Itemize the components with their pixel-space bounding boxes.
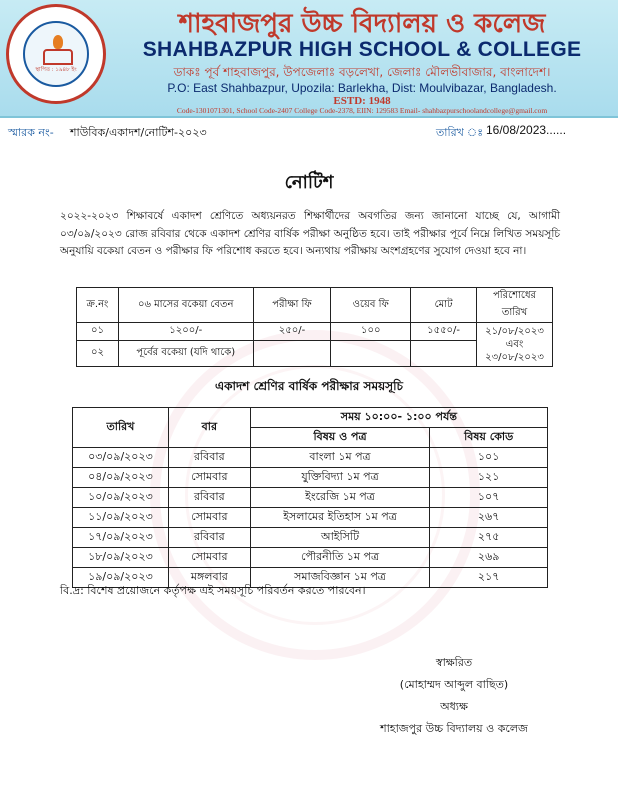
exam-subject: আইসিটি	[250, 528, 430, 548]
fee-header-exam-fee: পরীক্ষা ফি	[253, 288, 331, 323]
reference-line	[8, 124, 610, 142]
exam-date: ১০/০৯/২০২৩	[73, 488, 169, 508]
exam-subject-code: ১০৭	[430, 488, 548, 508]
table-row	[73, 468, 548, 488]
exam-date: ১১/০৯/২০২৩	[73, 508, 169, 528]
fee-serial: ০১	[77, 323, 119, 341]
exam-subject-code: ১২১	[430, 468, 548, 488]
table-row	[73, 508, 548, 528]
letterhead	[0, 0, 618, 118]
signed-label: স্বাক্ষরিত	[435, 656, 473, 669]
notice-date: 16/08/2023......	[486, 123, 567, 137]
schedule-header-code: বিষয় কোড	[430, 428, 548, 448]
established-year: ESTD: 1948	[333, 95, 391, 107]
fee-empty-cell	[411, 341, 477, 367]
schedule-header-day: বার	[168, 408, 250, 448]
exam-subject: পৌরনীতি ১ম পত্র	[250, 548, 430, 568]
exam-day: মঙ্গলবার	[168, 568, 250, 588]
exam-date: ১৯/০৯/২০২৩	[73, 568, 169, 588]
exam-subject-code: ২৬৯	[430, 548, 548, 568]
fee-previous-due: পূর্বের বকেয়া (যদি থাকে)	[118, 341, 253, 367]
exam-day: সোমবার	[168, 508, 250, 528]
fee-header-payment-date: পরিশোধের তারিখ	[477, 288, 553, 323]
exam-subject: ইসলামের ইতিহাস ১ম পত্র	[250, 508, 430, 528]
payment-date-and: এবং	[505, 339, 524, 350]
school-name-english: SHAHBAZPUR HIGH SCHOOL & COLLEGE	[142, 38, 582, 61]
signatory-institution: শাহাজপুর উচ্চ বিদ্যালয় ও কলেজ	[380, 722, 528, 735]
schedule-note: বি.দ্র: বিশেষ প্রয়োজনে কর্তৃপক্ষ এই সময়সূচি পরিবর্তন করতে পারবেন।	[60, 584, 366, 597]
fee-table-row	[77, 323, 553, 341]
schedule-header-row	[73, 408, 548, 428]
table-row	[73, 488, 548, 508]
exam-subject: যুক্তিবিদ্যা ১ম পত্র	[250, 468, 430, 488]
fee-web-fee: ১০০	[331, 323, 411, 341]
exam-day: রবিবার	[168, 448, 250, 468]
schedule-header-date: তারিখ	[73, 408, 169, 448]
signatory-name: (মোহাম্মদ আব্দুল বাছিত)	[399, 678, 509, 691]
fee-header-total: মোট	[411, 288, 477, 323]
fee-empty-cell	[253, 341, 331, 367]
payment-date-first: ২১/০৮/২০২৩	[485, 326, 544, 337]
exam-subject: ইংরেজি ১ম পত্র	[250, 488, 430, 508]
fee-exam-fee: ২৫০/-	[253, 323, 331, 341]
school-logo	[6, 4, 106, 104]
schedule-header-subject: বিষয় ও পত্র	[250, 428, 430, 448]
notice-title: নোটিশ	[284, 172, 334, 193]
fee-header-web-fee: ওয়েব ফি	[331, 288, 411, 323]
fee-table	[76, 287, 553, 367]
fee-header-serial: ক্র.নং	[77, 288, 119, 323]
address-english: P.O: East Shahbazpur, Upozila: Barlekha, Dist: Moulvibazar, Bangladesh.	[167, 81, 557, 95]
fee-due-salary: ১২০০/-	[118, 323, 253, 341]
exam-subject-code: ২১৭	[430, 568, 548, 588]
exam-date: ১৮/০৯/২০২৩	[73, 548, 169, 568]
notice-body: ২০২২-২০২৩ শিক্ষাবর্ষে একাদশ শ্রেণিতে অধ্যয়নরত শিক্ষার্থীদের অবগতির জন্য জানানো যাচ্ছে যে, আগামী ০৩/০৯/২০২৩ রোজ রবিবার থেকে একাদশ শ্রেণির বার্ষিক পরীক্ষা অনুষ্ঠিত হবে। তাই পরীক্ষার পূর্বে নিম্নে লিখিত সময়সূচি অনুযায়ি বকেয়া বেতন ও পরীক্ষার ফি পরিশোধ করতে হবে। অন্যথায় পরীক্ষায় অংশগ্রহণের সুযোগ দেওয়া হবে না।	[60, 210, 560, 257]
table-row	[73, 548, 548, 568]
exam-subject-code: ১০১	[430, 448, 548, 468]
fee-serial: ০২	[77, 341, 119, 367]
exam-date: ০৪/০৯/২০২৩	[73, 468, 169, 488]
exam-subject-code: ২৭৫	[430, 528, 548, 548]
table-row	[73, 448, 548, 468]
address-bengali: ডাকঃ পূর্ব শাহবাজপুর, উপজেলাঃ বড়লেখা, জেলাঃ মৌলভীবাজার, বাংলাদেশ।	[173, 65, 551, 79]
exam-day: সোমবার	[168, 468, 250, 488]
fee-total: ১৫৫০/-	[411, 323, 477, 341]
exam-day: রবিবার	[168, 488, 250, 508]
table-row	[73, 528, 548, 548]
reference-label: স্মারক নং-	[8, 126, 54, 139]
exam-subject-code: ২৬৭	[430, 508, 548, 528]
signature-block	[336, 652, 572, 740]
date-label: তারিখ ঃ	[436, 126, 484, 139]
exam-subject: বাংলা ১ম পত্র	[250, 448, 430, 468]
schedule-table	[72, 407, 548, 588]
fee-empty-cell	[331, 341, 411, 367]
logo-emblem	[23, 21, 89, 87]
exam-subject: সমাজবিজ্ঞান ১ম পত্র	[250, 568, 430, 588]
schedule-header-time: সময় ১০:০০- ১:০০ পর্যন্ত	[250, 408, 547, 428]
torch-flame-icon	[53, 35, 63, 49]
exam-date: ১৭/০৯/২০২৩	[73, 528, 169, 548]
signatory-designation: অধ্যক্ষ	[440, 700, 468, 713]
logo-established-text: স্থাপিত : ১৯৪৮ ইং	[35, 67, 77, 73]
exam-date: ০৩/০৯/২০২৩	[73, 448, 169, 468]
exam-day: রবিবার	[168, 528, 250, 548]
school-name-bengali: শাহবাজপুর উচ্চ বিদ্যালয় ও কলেজ	[178, 9, 546, 39]
exam-day: সোমবার	[168, 548, 250, 568]
fee-header-due-salary: ০৬ মাসের বকেয়া বেতন	[118, 288, 253, 323]
reference-number: শাউবিক/একাদশ/নোটিশ-২০২৩	[70, 126, 207, 139]
fee-table-header	[77, 288, 553, 323]
payment-date-second: ২৩/০৮/২০২৩	[485, 352, 544, 363]
open-book-icon	[43, 49, 73, 65]
schedule-title: একাদশ শ্রেণির বার্ষিক পরীক্ষার সময়সূচি	[214, 379, 404, 393]
institution-codes: Code-1301071301, School Code-2407 College Code-2378, EIIN: 129583 Email- shahbazpurschoolandcollege@gmail.com	[176, 106, 548, 115]
fee-payment-dates	[477, 323, 553, 367]
